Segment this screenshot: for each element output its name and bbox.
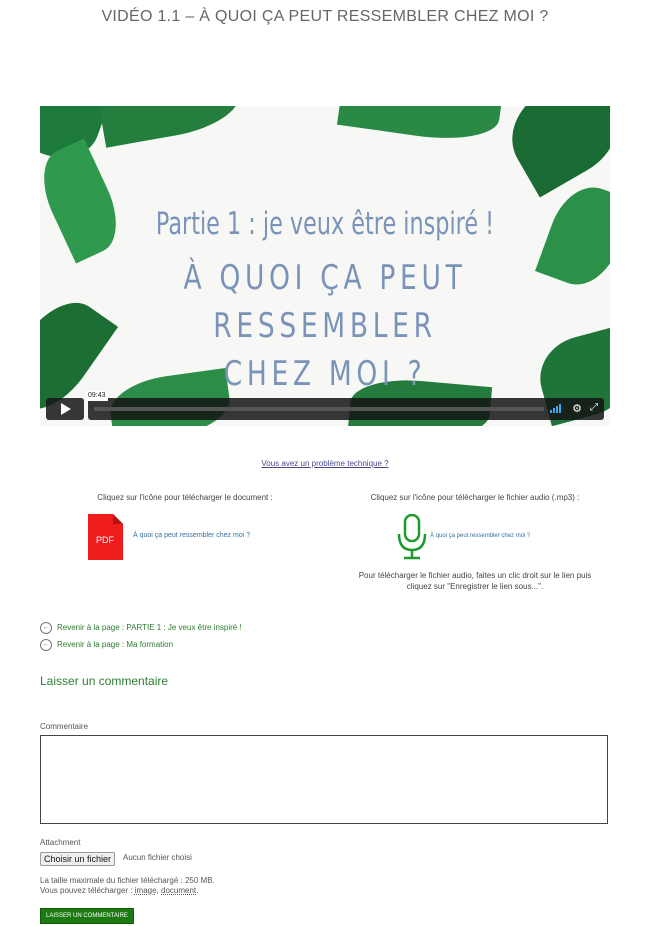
audio-download-link[interactable]: À quoi ça peut ressembler chez moi ? bbox=[430, 533, 531, 539]
video-controls bbox=[46, 392, 604, 420]
allowed-prefix: Vous pouvez télécharger : bbox=[40, 886, 133, 895]
allowed-types: Vous pouvez télécharger : image, document. bbox=[40, 886, 199, 895]
leaf-decoration bbox=[40, 138, 130, 263]
video-player[interactable] bbox=[40, 106, 610, 426]
fullscreen-icon[interactable]: ⤢ bbox=[590, 402, 598, 413]
control-bar bbox=[88, 398, 604, 420]
arrow-left-circle-icon: ← bbox=[40, 622, 52, 634]
settings-gear-icon[interactable]: ⚙ bbox=[572, 403, 582, 415]
video-heading bbox=[103, 254, 548, 398]
video-heading-line1: À QUOI ÇA PEUT RESSEMBLER bbox=[183, 258, 467, 346]
video-subtitle: Partie 1 : je veux être inspiré ! bbox=[155, 206, 495, 242]
upload-limits bbox=[40, 876, 215, 896]
leaf-decoration bbox=[495, 106, 610, 197]
back-link-text: Revenir à la page : PARTIE 1 : Je veux être inspiré ! bbox=[57, 623, 242, 633]
technical-problem-link[interactable]: Vous avez un problème technique ? bbox=[261, 459, 389, 468]
play-button[interactable] bbox=[46, 398, 84, 420]
audio-download-note bbox=[330, 570, 620, 592]
document-download-label: Cliquez sur l'icône pour télécharger le document : bbox=[97, 493, 273, 502]
choose-file-button[interactable]: Choisir un fichier bbox=[40, 852, 115, 866]
volume-icon[interactable] bbox=[550, 403, 562, 413]
comment-label: Commentaire bbox=[40, 722, 89, 731]
attachment-label: Attachment bbox=[40, 838, 81, 847]
leaf-decoration bbox=[337, 106, 503, 147]
audio-note-line1: Pour télécharger le fichier audio, faites un clic droit sur le lien puis bbox=[358, 571, 592, 580]
file-status: Aucun fichier choisi bbox=[123, 853, 192, 862]
comment-textarea[interactable] bbox=[40, 735, 608, 824]
back-link-text: Revenir à la page : Ma formation bbox=[57, 640, 174, 650]
allowed-document: document bbox=[161, 886, 197, 895]
document-download-link[interactable]: À quoi ça peut ressembler chez moi ? bbox=[133, 532, 251, 539]
back-link-partie1[interactable] bbox=[40, 622, 242, 634]
comment-section-title: Laisser un commentaire bbox=[40, 674, 169, 688]
audio-note-line2: cliquez sur "Enregistrer le lien sous...". bbox=[406, 582, 544, 591]
arrow-left-circle-icon: ← bbox=[40, 639, 52, 651]
max-size-text: La taille maximale du fichier téléchargé : 250 MB. bbox=[40, 876, 215, 885]
video-duration: 09:43 bbox=[88, 392, 106, 399]
pdf-icon[interactable] bbox=[88, 514, 123, 560]
video-heading-line2: CHEZ MOI ? bbox=[223, 354, 427, 394]
microphone-icon[interactable] bbox=[396, 514, 428, 560]
pdf-icon-text: PDF bbox=[96, 535, 114, 545]
audio-download-label: Cliquez sur l'icône pour télécharger le fichier audio (.mp3) : bbox=[370, 493, 580, 502]
back-link-formation[interactable] bbox=[40, 639, 173, 651]
allowed-image: image bbox=[134, 886, 157, 895]
submit-comment-button[interactable]: LAISSER UN COMMENTAIRE bbox=[40, 908, 134, 924]
page-title: VIDÉO 1.1 – À QUOI ÇA PEUT RESSEMBLER CHEZ MOI ? bbox=[101, 8, 549, 25]
progress-track[interactable] bbox=[94, 407, 544, 411]
leaf-decoration bbox=[96, 106, 244, 148]
